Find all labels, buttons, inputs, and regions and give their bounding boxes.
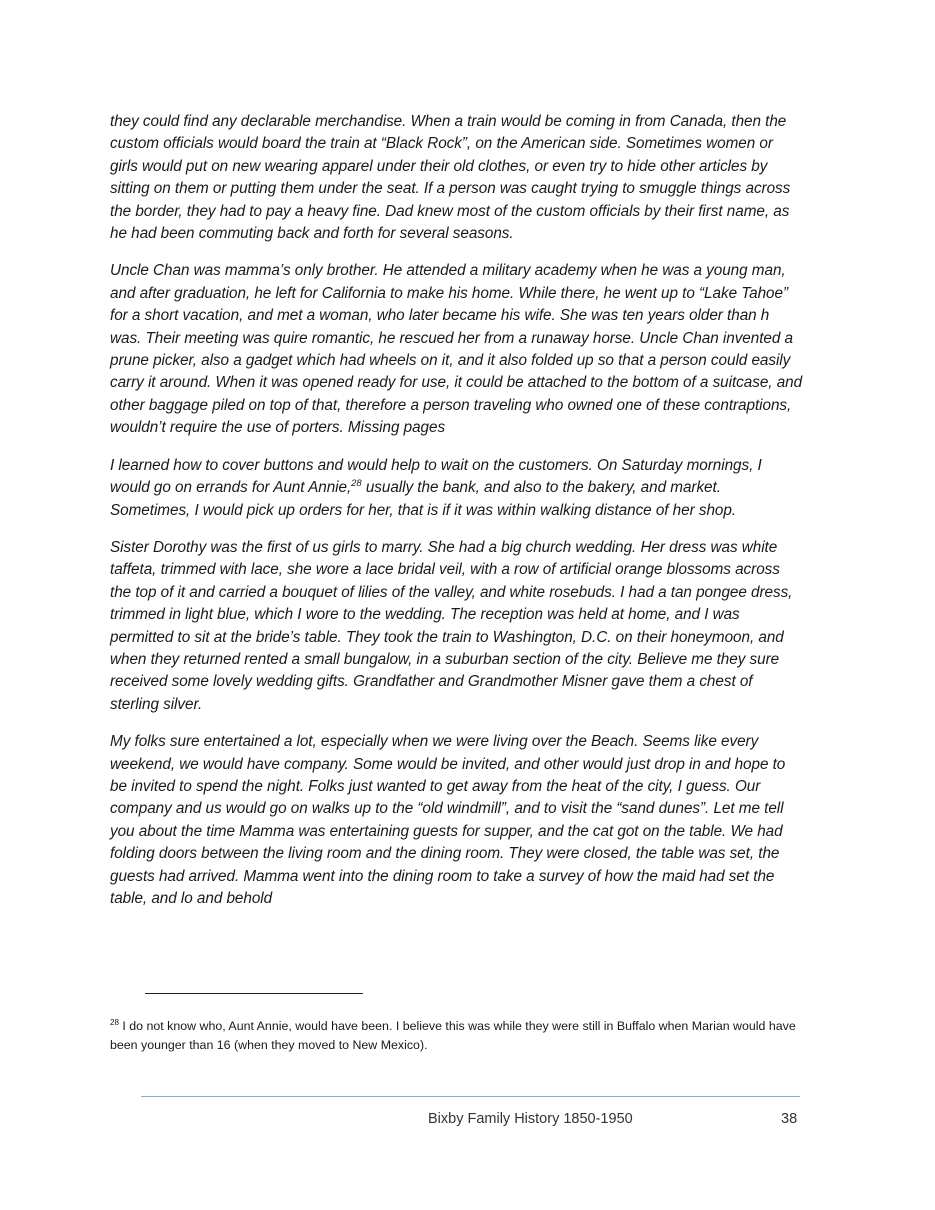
- footer-rule: [141, 1096, 800, 1097]
- body-text: [110, 111, 804, 925]
- paragraph-aunt-annie-text-before: I learned how to cover buttons and would help to wait on the customers. On Saturday mornings, I would go on errands for Aunt Annie,: [110, 456, 762, 497]
- footnote-separator: [145, 993, 363, 994]
- paragraph-customs: they could find any declarable merchandise. When a train would be coming in from Canada, then the custom officials would board the train at “Black Rock”, on the American side. Sometimes women or girls would put on new wearing apparel under their old clothes, or even try to hide other articles by sitting on them or putting them under the seat. If a person was caught trying to smuggle things across the border, they had to pay a heavy fine. Dad knew most of the custom officials by their first name, as he had been commuting back and forth for several seasons.: [110, 113, 791, 243]
- paragraph-aunt-annie-text-after: usually the bank, and also to the bakery, and market. Sometimes, I would pick up orders for her, that is if it was within walking distance of her shop.: [110, 479, 737, 519]
- paragraph-sister-dorothy: Sister Dorothy was the first of us girls to marry. She had a big church wedding. Her dress was white taffeta, trimmed with lace, she wore a lace bridal veil, with a row of artificial orange blossoms across the top of it and carried a bouquet of lilies of the valley, and white rosebuds. I had a tan pongee dress, trimmed in light blue, which I wore to the wedding. The reception was held at home, and I was permitted to sit at the bride’s table. They took the train to Washington, D.C. on their honeymoon, and when they returned rented a small bungalow, in a suburban section of the city. Believe me they sure received some lovely wedding gifts. Grandfather and Grandmother Misner gave them a chest of sterling silver.: [110, 538, 793, 713]
- paragraph-aunt-annie: [110, 455, 804, 522]
- paragraph-entertaining: My folks sure entertained a lot, especially when we were living over the Beach. Seems like every weekend, we would have company. Some would be invited, and other would just drop in and hope to be invited to spend the night. Folks just wanted to get away from the heat of the city, I guess. Our company and us would go on walks up to the “old windmill”, and to visit the “sand dunes”. Let me tell you about the time Mamma was entertaining guests for supper, and the cat got on the table. We had folding doors between the living room and the dining room. They were closed, the table was set, the guests had arrived. Mamma went into the dining room to take a survey of how the maid had set the table, and lo and behold: [110, 733, 786, 907]
- footnote-number: 28: [110, 1017, 119, 1027]
- footnote-text: I do not know who, Aunt Annie, would have been. I believe this was while they were still in Buffalo when Marian would have been younger than 16 (when they moved to New Mexico).: [110, 1019, 796, 1052]
- footnote: [110, 1017, 800, 1055]
- footer-title: Bixby Family History 1850-1950: [428, 1111, 633, 1127]
- footnote-reference[interactable]: 28: [351, 478, 362, 489]
- page-number: 38: [781, 1111, 798, 1127]
- paragraph-uncle-chan: Uncle Chan was mamma’s only brother. He attended a military academy when he was a young man, and after graduation, he left for California to make his home. While there, he went up to “Lake Tahoe” for a short vacation, and met a woman, who later became his wife. She was ten years older than h was. Their meeting was quire romantic, he rescued her from a runaway horse. Uncle Chan invented a prune picker, also a gadget which had wheels on it, and it also folded up so that a person could easily carry it around. When it was opened ready for use, it could be attached to the bottom of a suitcase, and other baggage piled on top of that, therefore a person traveling who owned one of these contraptions, wouldn’t require the use of porters. Missing pages: [110, 262, 803, 437]
